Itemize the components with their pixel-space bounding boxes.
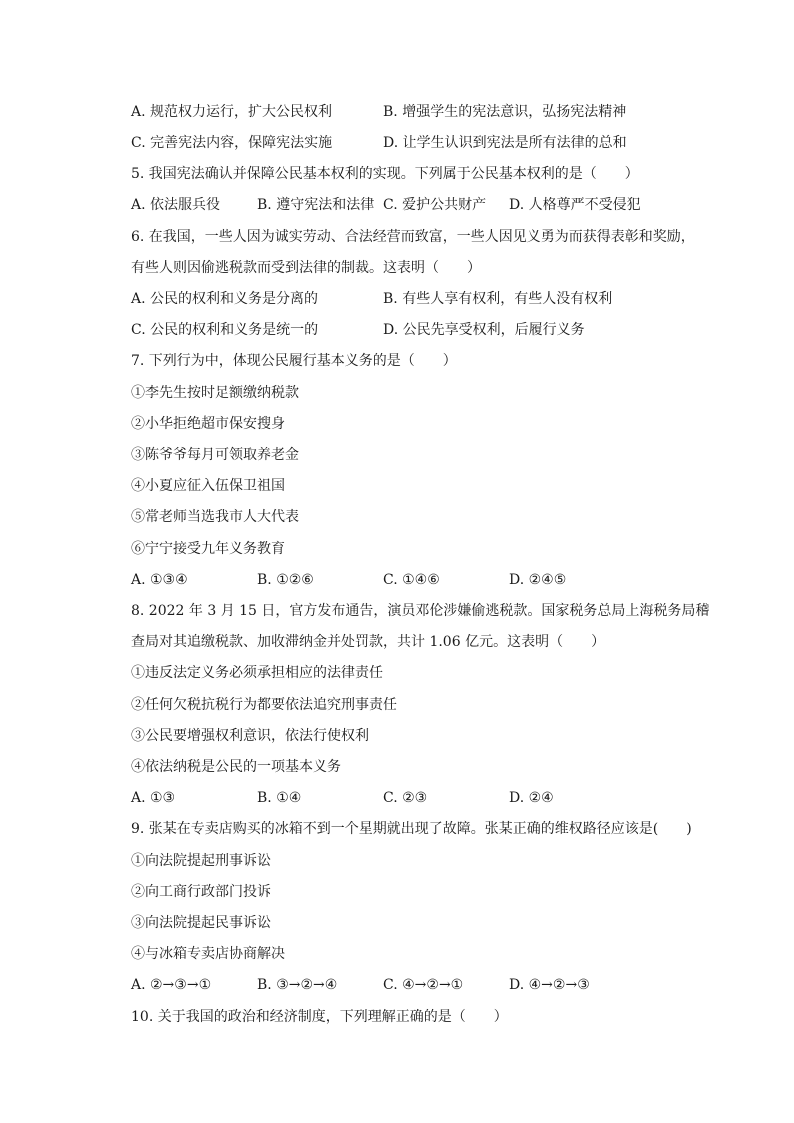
q6-option-d: D. 公民先享受权利，后履行义务 <box>383 322 585 338</box>
q8-item-1: ①违反法定义务必须承担相应的法律责任 <box>131 665 383 681</box>
q7-options <box>131 570 691 590</box>
prev-options-row-1 <box>131 102 691 122</box>
q8-option-c: C. ②③ <box>383 790 428 806</box>
q5-stem: 5. 我国宪法确认并保障公民基本权利的实现。下列属于公民基本权利的是（ ） <box>131 166 639 182</box>
q8-item-4: ④依法纳税是公民的一项基本义务 <box>131 759 341 775</box>
q7-item-5: ⑤常老师当选我市人大代表 <box>131 509 299 525</box>
q8-item-2: ②任何欠税抗税行为都要依法追究刑事责任 <box>131 697 397 713</box>
q9-item-4: ④与冰箱专卖店协商解决 <box>131 946 285 962</box>
q9-item-3: ③向法院提起民事诉讼 <box>131 915 271 931</box>
q8-stem-line-2: 查局对其追缴税款、加收滞纳金并处罚款，共计 1.06 亿元。这表明（ ） <box>131 634 606 650</box>
q9-option-b: B. ③→②→④ <box>257 977 338 993</box>
prev-options-row-2 <box>131 133 691 153</box>
q6-stem-line-1: 6. 在我国，一些人因为诚实劳动、合法经营而致富，一些人因见义勇为而获得表彰和奖励， <box>131 229 695 245</box>
q7-option-a: A. ①③④ <box>131 572 188 588</box>
q9-stem: 9. 张某在专卖店购买的冰箱不到一个星期就出现了故障。张某正确的维权路径应该是( ) <box>131 821 692 837</box>
q7-option-d: D. ②④⑤ <box>509 572 567 588</box>
q9-item-1: ①向法院提起刑事诉讼 <box>131 853 271 869</box>
q7-option-b: B. ①②⑥ <box>257 572 314 588</box>
q6-option-b: B. 有些人享有权利，有些人没有权利 <box>383 291 613 307</box>
q7-item-3: ③陈爷爷每月可领取养老金 <box>131 447 299 463</box>
q9-option-a: A. ②→③→① <box>131 977 212 993</box>
q7-stem: 7. 下列行为中，体现公民履行基本义务的是（ ） <box>131 353 457 369</box>
q5-option-a: A. 依法服兵役 <box>131 197 221 213</box>
q8-option-b: B. ①④ <box>257 790 302 806</box>
prev-option-b: B. 增强学生的宪法意识，弘扬宪法精神 <box>383 104 627 120</box>
q6-option-a: A. 公民的权利和义务是分离的 <box>131 291 319 307</box>
q9-option-c: C. ④→②→① <box>383 977 464 993</box>
q6-stem-line-2: 有些人则因偷逃税款而受到法律的制裁。这表明（ ） <box>131 260 481 276</box>
q5-option-c: C. 爱护公共财产 <box>383 197 487 213</box>
q7-item-4: ④小夏应征入伍保卫祖国 <box>131 478 285 494</box>
q9-option-d: D. ④→②→③ <box>509 977 590 993</box>
q7-item-6: ⑥宁宁接受九年义务教育 <box>131 541 285 557</box>
q8-option-d: D. ②④ <box>509 790 554 806</box>
q7-option-c: C. ①④⑥ <box>383 572 440 588</box>
q6-option-c: C. 公民的权利和义务是统一的 <box>131 322 319 338</box>
q5-option-d: D. 人格尊严不受侵犯 <box>509 197 641 213</box>
q7-item-1: ①李先生按时足额缴纳税款 <box>131 385 299 401</box>
q6-options-row-1 <box>131 289 691 309</box>
q5-options <box>131 195 691 215</box>
q8-stem-line-1: 8. 2022 年 3 月 15 日，官方发布通告，演员邓伦涉嫌偷逃税款。国家税务总局上海税务局稽 <box>131 603 710 619</box>
prev-option-c: C. 完善宪法内容，保障宪法实施 <box>131 135 333 151</box>
q7-item-2: ②小华拒绝超市保安搜身 <box>131 416 285 432</box>
q9-options <box>131 975 691 995</box>
q6-options-row-2 <box>131 320 691 340</box>
q9-item-2: ②向工商行政部门投诉 <box>131 884 271 900</box>
q8-item-3: ③公民要增强权利意识，依法行使权利 <box>131 728 369 744</box>
q10-stem: 10. 关于我国的政治和经济制度，下列理解正确的是（ ） <box>131 1009 508 1025</box>
q8-option-a: A. ①③ <box>131 790 176 806</box>
prev-option-d: D. 让学生认识到宪法是所有法律的总和 <box>383 135 627 151</box>
prev-option-a: A. 规范权力运行，扩大公民权利 <box>131 104 333 120</box>
q8-options <box>131 788 691 808</box>
q5-option-b: B. 遵守宪法和法律 <box>257 197 375 213</box>
